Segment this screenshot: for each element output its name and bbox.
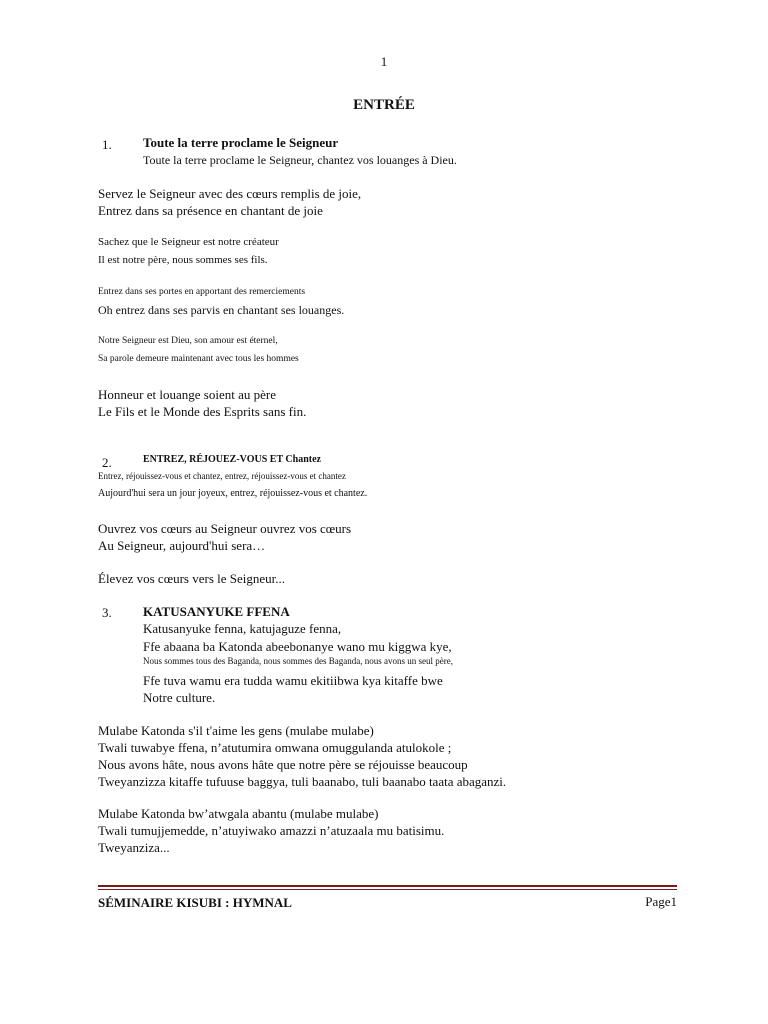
hymn1-line: Entrez dans ses portes en apportant des remerciements [98, 287, 306, 297]
footer-rule [98, 889, 677, 890]
hymn2-line: Ouvrez vos cœurs au Seigneur ouvrez vos cœurs [98, 521, 352, 536]
hymn3-line: Tweyanziza... [98, 840, 170, 855]
hymn1-line: Servez le Seigneur avec des cœurs remplis de joie, [98, 186, 362, 201]
footer-title: SÉMINAIRE KISUBI : HYMNAL [98, 895, 292, 910]
footer-page-number: Page1 [645, 894, 677, 909]
hymn1-title: Toute la terre proclame le Seigneur [143, 135, 339, 150]
hymn3-line: Mulabe Katonda bw’atwgala abantu (mulabe mulabe) [98, 806, 379, 821]
hymn2-number: 2. [102, 455, 112, 470]
hymn2-line: Au Seigneur, aujourd'hui sera… [98, 538, 266, 553]
hymn3-line: Ffe tuva wamu era tudda wamu ekitiibwa kya kitaffe bwe [143, 673, 443, 688]
hymn3-line: Twali tuwabye ffena, n’atutumira omwana omuggulanda atulokole ; [98, 740, 452, 755]
hymn1-line: Oh entrez dans ses parvis en chantant ses louanges. [98, 303, 345, 317]
hymn1-line: Honneur et louange soient au père [98, 387, 276, 402]
hymn1-line: Il est notre père, nous sommes ses fils. [98, 254, 268, 266]
hymn1-line: Sachez que le Seigneur est notre créateur [98, 236, 279, 248]
hymn3-title: KATUSANYUKE FFENA [143, 604, 290, 619]
hymn3-number: 3. [102, 605, 112, 620]
hymn1-line: Toute la terre proclame le Seigneur, chantez vos louanges à Dieu. [143, 153, 457, 167]
hymn3-line: Mulabe Katonda s'il t'aime les gens (mulabe mulabe) [98, 723, 374, 738]
hymn3-line: Tweyanzizza kitaffe tufuuse baggya, tuli baanabo, tuli baanabo taata abaganzi. [98, 774, 507, 789]
hymn3-line: Twali tumujjemedde, n’atuyiwako amazzi n’atuzaala mu batisimu. [98, 823, 445, 838]
hymn3-line: Ffe abaana ba Katonda abeebonanye wano mu kiggwa kye, [143, 639, 452, 654]
hymn3-line: Nous avons hâte, nous avons hâte que notre père se réjouisse beaucoup [98, 757, 468, 772]
footer-rule [98, 885, 677, 887]
hymn2-title: ENTREZ, RÉJOUEZ-VOUS ET Chantez [143, 454, 321, 465]
page-number-top: 1 [380, 54, 388, 69]
hymn1-number: 1. [102, 137, 112, 152]
hymn1-line: Sa parole demeure maintenant avec tous les hommes [98, 354, 299, 364]
hymn2-line: Aujourd'hui sera un jour joyeux, entrez, réjouissez-vous et chantez. [98, 488, 368, 499]
section-title: ENTRÉE [353, 97, 415, 113]
hymn2-line: Entrez, réjouissez-vous et chantez, entrez, réjouissez-vous et chantez [98, 471, 346, 481]
hymn1-line: Notre Seigneur est Dieu, son amour est éternel, [98, 336, 278, 346]
hymn1-line: Le Fils et le Monde des Esprits sans fin. [98, 404, 307, 419]
hymn3-line: Katusanyuke fenna, katujaguze fenna, [143, 621, 342, 636]
hymn2-line: Élevez vos cœurs vers le Seigneur... [98, 571, 286, 586]
hymn3-line: Nous sommes tous des Baganda, nous sommes des Baganda, nous avons un seul père, [143, 656, 453, 666]
hymn1-line: Entrez dans sa présence en chantant de joie [98, 203, 323, 218]
hymn3-line: Notre culture. [143, 690, 216, 705]
